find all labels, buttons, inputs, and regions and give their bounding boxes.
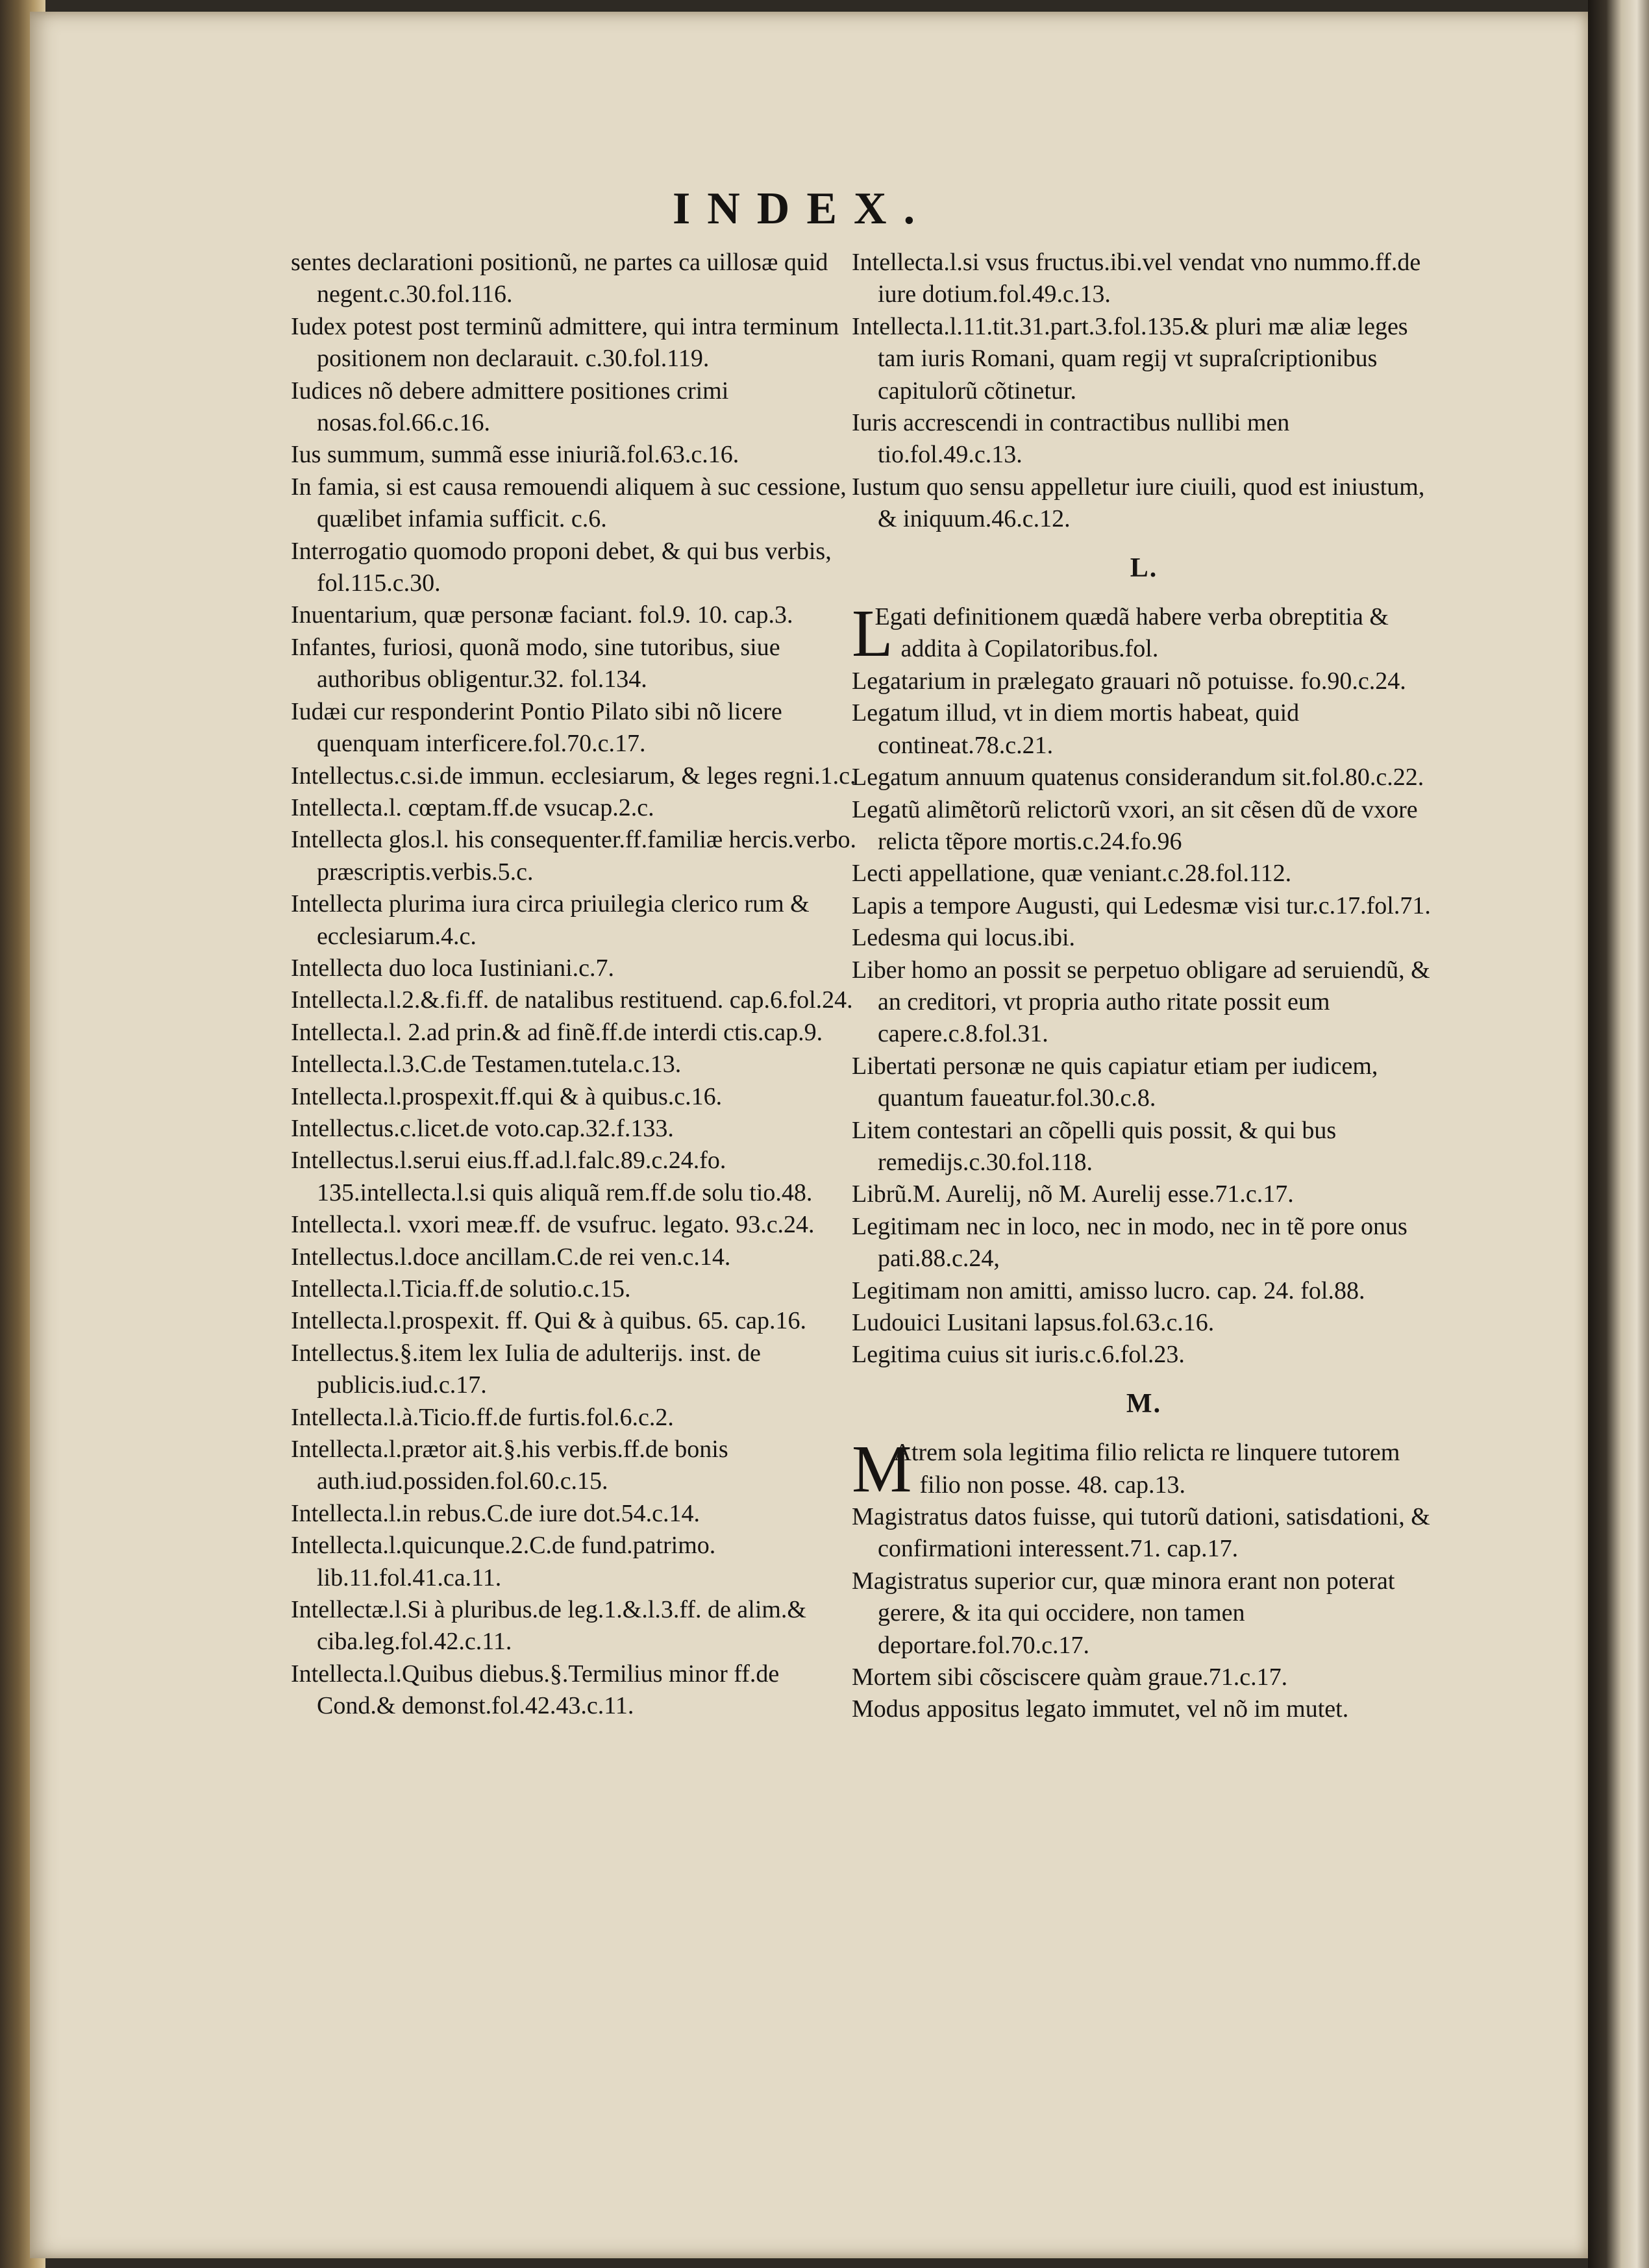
- index-entry: Liber homo an possit se perpetuo obligare ad seruiendũ, & an creditori, vt propria autho ritate possit eum capere.c.8.fol.31.: [852, 956, 1430, 1048]
- index-entry: Intellectus.§.item lex Iulia de adulterijs. inst. de publicis.iud.c.17.: [291, 1339, 761, 1399]
- index-entry: Intellecta.l.si vsus fructus.ibi.vel vendat vno nummo.ff.de iure dotium.fol.49.c.13.: [852, 249, 1421, 308]
- index-entry: Intellecta duo loca Iustiniani.c.7.: [291, 954, 615, 982]
- index-entry: Inuentarium, quæ personæ faciant. fol.9. 10. cap.3.: [291, 601, 793, 629]
- right-column-top-entries: [852, 247, 1436, 536]
- section-m-first-entry-text: Atrem sola legitima filio relicta re linquere tutorem filio non posse. 48. cap.13.: [893, 1439, 1400, 1499]
- index-entry: Iudices nõ debere admittere positiones crimi nosas.fol.66.c.16.: [291, 377, 729, 437]
- index-entry: Magistratus datos fuisse, qui tutorũ dationi, satisdationi, & confirmationi interessent.71. cap.17.: [852, 1503, 1430, 1563]
- section-m-first-entry: [852, 1432, 1436, 1507]
- index-entry: Interrogatio quomodo proponi debet, & qui bus verbis, fol.115.c.30.: [291, 537, 832, 597]
- section-heading-l: L.: [1130, 553, 1158, 583]
- index-entry: Mortem sibi cõsciscere quàm graue.71.c.17.: [852, 1664, 1288, 1691]
- index-entry: Intellecta glos.l. his consequenter.ff.familiæ hercis.verbo. præscriptis.verbis.5.c.: [291, 826, 856, 886]
- index-entry: Libertati personæ ne quis capiatur etiam per iudicem, quantum faueatur.fol.30.c.8.: [852, 1052, 1378, 1112]
- index-entry: Intellecta.l.3.C.de Testamen.tutela.c.13.: [291, 1051, 682, 1078]
- index-entry: Intellectus.c.licet.de voto.cap.32.f.133.: [291, 1114, 674, 1142]
- index-entry: Modus appositus legato immutet, vel nõ im mutet.: [852, 1695, 1349, 1723]
- section-l-first-entry: [852, 596, 1436, 671]
- index-entry: Intellecta.l.prospexit.ff.qui & à quibus.c.16.: [291, 1082, 723, 1110]
- index-entry: sentes declarationi positionũ, ne partes ca uillosæ quid negent.c.30.fol.116.: [291, 249, 828, 308]
- drop-cap-m: M: [852, 1432, 912, 1507]
- index-column-right: [852, 247, 1436, 1726]
- index-entry: Intellectæ.l.Si à pluribus.de leg.1.&.l.3.ff. de alim.& ciba.leg.fol.42.c.11.: [291, 1596, 806, 1656]
- index-entry: Magistratus superior cur, quæ minora erant non poterat gerere, & ita qui occidere, non tamen deportare.fol.70.c.17.: [852, 1567, 1395, 1659]
- section-m-entries: [852, 1501, 1436, 1726]
- index-entry: Legitima cuius sit iuris.c.6.fol.23.: [852, 1341, 1185, 1369]
- index-entry: Iudex potest post terminũ admittere, qui intra terminum positionem non declarauit. c.30.fol.119.: [291, 312, 839, 373]
- index-entry: Intellecta.l.2.&.fi.ff. de natalibus restituend. cap.6.fol.24.: [291, 986, 853, 1014]
- index-entry: Intellecta plurima iura circa priuilegia clerico rum & ecclesiarum.4.c.: [291, 890, 810, 950]
- index-entry: Intellecta.l.Ticia.ff.de solutio.c.15.: [291, 1275, 631, 1302]
- drop-cap-l: L: [852, 596, 893, 671]
- section-l-first-entry-text: Egati definitionem quædã habere verba obreptitia & addita à Copilatoribus.fol.: [874, 603, 1389, 663]
- index-entry: Intellecta.l. 2.ad prin.& ad finẽ.ff.de interdi ctis.cap.9.: [291, 1018, 823, 1046]
- index-entry: In famia, si est causa remouendi aliquem à suc cessione, quælibet infamia sufficit. c.6.: [291, 473, 847, 533]
- index-entry: Infantes, furiosi, quonã modo, sine tutoribus, siue authoribus obligentur.32. fol.134.: [291, 633, 780, 693]
- index-entry: Intellectus.c.si.de immun. ecclesiarum, & leges regni.1.c.: [291, 762, 856, 790]
- index-entry: Intellecta.l.11.tit.31.part.3.fol.135.& pluri mæ aliæ leges tam iuris Romani, quam regij vt supraſcriptionibus capitulorũ cõtinetur.: [852, 312, 1408, 405]
- index-entry: Legatũ alimẽtorũ relictorũ vxori, an sit cẽsen dũ de vxore relicta tẽpore mortis.c.24.fo.96: [852, 795, 1418, 855]
- book-page-edge-right: [1588, 0, 1649, 2268]
- index-entry: Intellectus.l.serui eius.ff.ad.l.falc.89.c.24.fo. 135.intellecta.l.si quis aliquã rem.ff.de solu tio.48.: [291, 1147, 813, 1206]
- index-entry: Intellecta.l.quicunque.2.C.de fund.patrimo. lib.11.fol.41.ca.11.: [291, 1532, 716, 1591]
- index-entry: Intellectus.l.doce ancillam.C.de rei ven.c.14.: [291, 1243, 731, 1271]
- section-l-entries: [852, 666, 1436, 1371]
- index-entry: Lapis a tempore Augusti, qui Ledesmæ visi tur.c.17.fol.71.: [852, 891, 1431, 919]
- index-column-left: [291, 247, 862, 1723]
- index-entry: Ledesma qui locus.ibi.: [852, 924, 1076, 952]
- index-entry: Iudæi cur responderint Pontio Pilato sibi nõ licere quenquam interficere.fol.70.c.17.: [291, 697, 782, 758]
- index-entry: Librũ.M. Aurelij, nõ M. Aurelij esse.71.c.17.: [852, 1180, 1294, 1208]
- index-entry: Intellecta.l. cœptam.ff.de vsucap.2.c.: [291, 793, 654, 821]
- index-entry: Intellecta.l.à.Ticio.ff.de furtis.fol.6.c.2.: [291, 1403, 674, 1431]
- index-entry: Litem contestari an cõpelli quis possit, & qui bus remedijs.c.30.fol.118.: [852, 1116, 1337, 1176]
- index-entry: Iustum quo sensu appelletur iure ciuili, quod est iniustum, & iniquum.46.c.12.: [852, 473, 1425, 533]
- index-entry: Ludouici Lusitani lapsus.fol.63.c.16.: [852, 1309, 1215, 1336]
- index-entry: Legatum illud, vt in diem mortis habeat, quid contineat.78.c.21.: [852, 699, 1300, 759]
- index-entry: Legatum annuum quatenus considerandum sit.fol.80.c.22.: [852, 764, 1424, 791]
- index-entry: Lecti appellatione, quæ veniant.c.28.fol.112.: [852, 860, 1292, 888]
- index-entry: Legitimam non amitti, amisso lucro. cap. 24. fol.88.: [852, 1277, 1365, 1304]
- index-entry: Iuris accrescendi in contractibus nullibi men tio.fol.49.c.13.: [852, 409, 1290, 469]
- index-entry: Intellecta.l.prætor ait.§.his verbis.ff.de bonis auth.iud.possiden.fol.60.c.15.: [291, 1436, 728, 1495]
- section-heading-m: M.: [1126, 1388, 1162, 1419]
- index-entry: Intellecta.l.prospexit. ff. Qui & à quibus. 65. cap.16.: [291, 1307, 806, 1335]
- index-entry: Legitimam nec in loco, nec in modo, nec in tẽ pore onus pati.88.c.24,: [852, 1212, 1407, 1273]
- index-entry: Intellecta.l.Quibus diebus.§.Termilius minor ff.de Cond.& demonst.fol.42.43.c.11.: [291, 1660, 780, 1720]
- index-entry: Legatarium in prælegato grauari nõ potuisse. fo.90.c.24.: [852, 667, 1406, 695]
- index-entry: Intellecta.l. vxori meæ.ff. de vsufruc. legato. 93.c.24.: [291, 1211, 815, 1239]
- index-entry: Ius summum, summã esse iniuriã.fol.63.c.16.: [291, 441, 739, 469]
- page-header: INDEX.: [673, 184, 932, 234]
- index-entry: Intellecta.l.in rebus.C.de iure dot.54.c.14.: [291, 1499, 700, 1527]
